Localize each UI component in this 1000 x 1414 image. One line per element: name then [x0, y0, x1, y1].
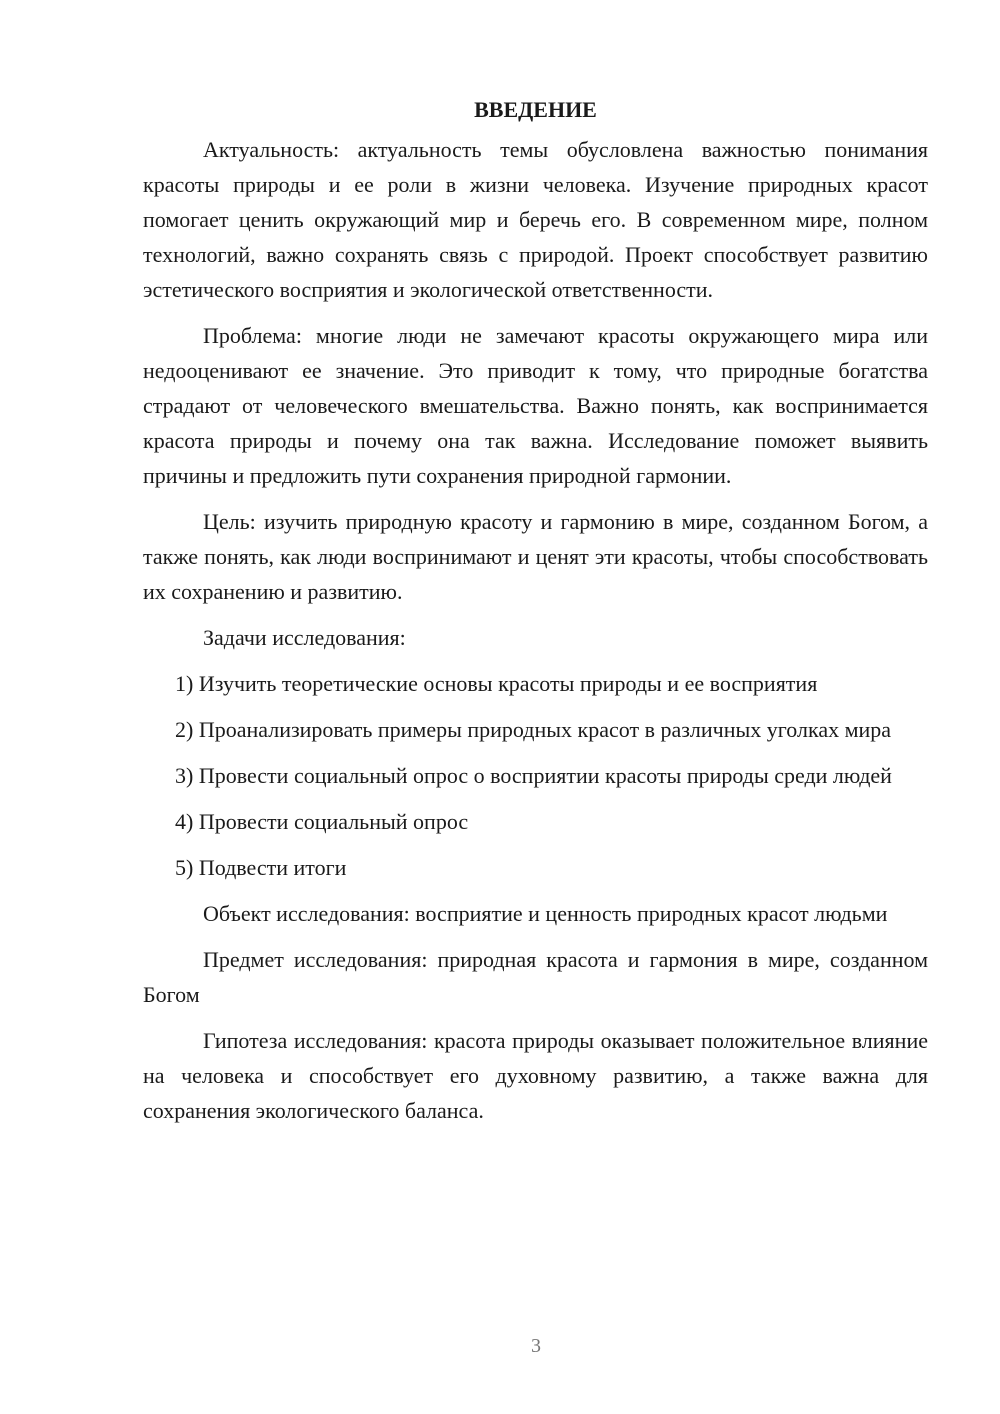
paragraph-goal: Цель: изучить природную красоту и гармонию в мире, созданном Богом, а также понять, как люди воспринимают и ценят эти красоты, чтобы способствовать их сохранению и развитию. — [143, 509, 928, 604]
paragraph-subject: Предмет исследования: природная красота и гармония в мире, созданном Богом — [143, 947, 928, 1007]
page-number: 3 — [531, 1335, 541, 1357]
paragraph-relevance: Актуальность: актуальность темы обусловлена важностью понимания красоты природы и ее роли в жизни человека. Изучение природных красот помогает ценить окружающий мир и беречь его. В современном мире, полном технологий, важно сохранять связь с природой. Проект способствует развитию эстетического восприятия и экологической ответственности. — [143, 137, 928, 302]
paragraph-problem: Проблема: многие люди не замечают красоты окружающего мира или недооценивают ее значение. Это приводит к тому, что природные богатства страдают от человеческого вмешательства. Важно понять, как воспринимается красота природы и почему она так важна. Исследование поможет выявить причины и предложить пути сохранения природной гармонии. — [143, 323, 928, 488]
task-item-3: 3) Провести социальный опрос о восприятии красоты природы среди людей — [175, 763, 892, 788]
task-item-4: 4) Провести социальный опрос — [175, 809, 469, 834]
document-page — [143, 92, 928, 1139]
task-item-5: 5) Подвести итоги — [175, 855, 347, 880]
paragraph-hypothesis: Гипотеза исследования: красота природы оказывает положительное влияние на человека и способствует его духовному развитию, а также важна для сохранения экологического баланса. — [143, 1028, 928, 1123]
task-item-1: 1) Изучить теоретические основы красоты природы и ее восприятия — [175, 671, 818, 696]
paragraph-object: Объект исследования: восприятие и ценность природных красот людьми — [203, 901, 888, 926]
tasks-heading: Задачи исследования: — [203, 625, 406, 650]
section-title: ВВЕДЕНИЕ — [474, 97, 597, 122]
task-item-2: 2) Проанализировать примеры природных красот в различных уголках мира — [175, 717, 892, 742]
